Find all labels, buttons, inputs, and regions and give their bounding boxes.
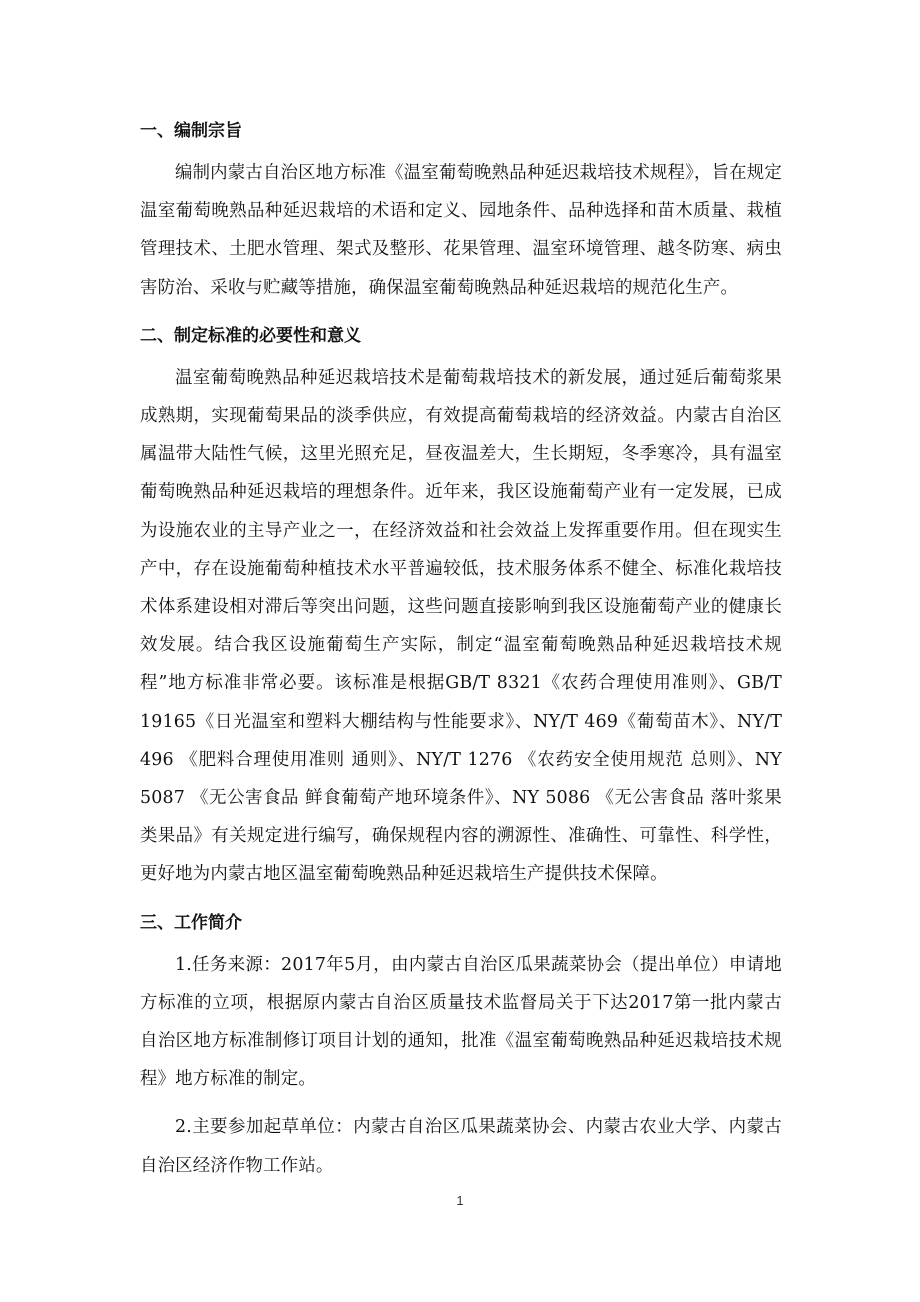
document-body bbox=[140, 112, 782, 1185]
section-heading-purpose: 一、编制宗旨 bbox=[140, 121, 242, 141]
paragraph-necessity: 温室葡萄晚熟品种延迟栽培技术是葡萄栽培技术的新发展，通过延后葡萄浆果成熟期，实现葡萄果品的淡季供应，有效提高葡萄栽培的经济效益。内蒙古自治区属温带大陆性气候，这里光照充足，昼夜温差大，生长期短，冬季寒冷，具有温室葡萄晚熟品种延迟栽培的理想条件。近年来，我区设施葡萄产业有一定发展，已成为设施农业的主导产业之一，在经济效益和社会效益上发挥重要作用。但在现实生产中，存在设施葡萄种植技术水平普遍较低，技术服务体系不健全、标准化栽培技术体系建设相对滞后等突出问题，这些问题直接影响到我区设施葡萄产业的健康长效发展。结合我区设施葡萄生产实际，制定“温室葡萄晚熟品种延迟栽培技术规程”地方标准非常必要。该标准是根据GB/T 8321《农药合理使用准则》、GB/T 19165《日光温室和塑料大棚结构与性能要求》、NY/T 469《葡萄苗木》、NY/T 496 《肥料合理使用准则 通则》、NY/T 1276 《农药安全使用规范 总则》、NY 5087 《无公害食品 鲜食葡萄产地环境条件》、NY 5086 《无公害食品 落叶浆果类果品》有关规定进行编写，确保规程内容的溯源性、准确性、可靠性、科学性，更好地为内蒙古地区温室葡萄晚熟品种延迟栽培生产提供技术保障。 bbox=[140, 367, 782, 885]
section-heading-work-summary: 三、工作简介 bbox=[140, 912, 242, 933]
paragraph-purpose: 编制内蒙古自治区地方标准《温室葡萄晚熟品种延迟栽培技术规程》，旨在规定温室葡萄晚熟品种延迟栽培的术语和定义、园地条件、品种选择和苗木质量、栽植管理技术、土肥水管理、架式及整形、花果管理、温室环境管理、越冬防寒、病虫害防治、采收与贮藏等措施，确保温室葡萄晚熟品种延迟栽培的规范化生产。 bbox=[140, 163, 782, 298]
page-number: 1 bbox=[456, 1193, 464, 1208]
section-heading-necessity: 二、制定标准的必要性和意义 bbox=[140, 325, 361, 346]
paragraph-task-source: 1.任务来源：2017年5月，由内蒙古自治区瓜果蔬菜协会（提出单位）申请地方标准的立项，根据原内蒙古自治区质量技术监督局关于下达2017第一批内蒙古自治区地方标准制修订项目计划的通知，批准《温室葡萄晚熟品种延迟栽培技术规程》地方标准的制定。 bbox=[140, 954, 782, 1090]
paragraph-drafting-units: 2.主要参加起草单位：内蒙古自治区瓜果蔬菜协会、内蒙古农业大学、内蒙古自治区经济作物工作站。 bbox=[140, 1117, 782, 1176]
